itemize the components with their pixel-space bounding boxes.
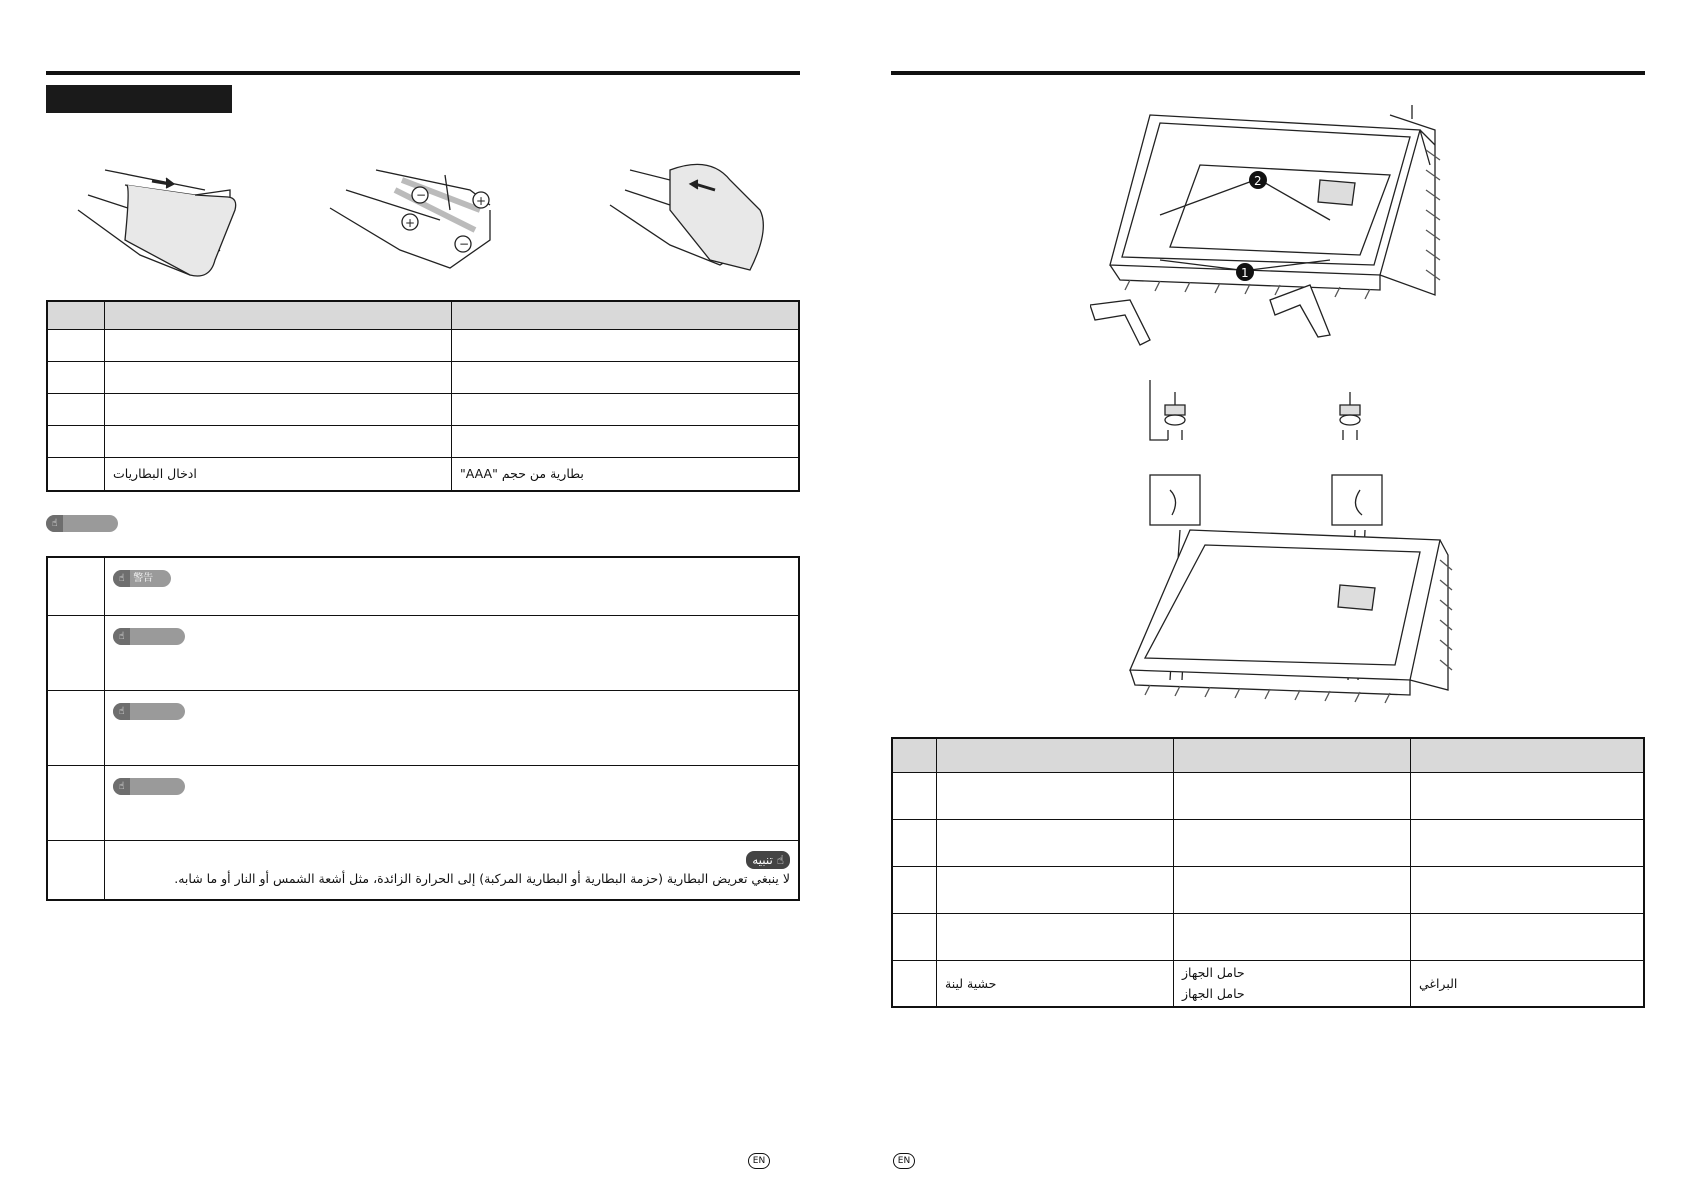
note-badge bbox=[113, 703, 185, 720]
row-cell bbox=[937, 772, 1174, 819]
row-cell bbox=[1411, 772, 1645, 819]
table-row bbox=[47, 393, 799, 425]
row-cell bbox=[105, 361, 452, 393]
row-number bbox=[892, 913, 937, 960]
row-number bbox=[47, 840, 105, 900]
row-number bbox=[47, 615, 105, 690]
note-cell bbox=[105, 615, 800, 690]
tv-stand-attach-illustration bbox=[1110, 380, 1455, 710]
row-number bbox=[892, 866, 937, 913]
row-cell bbox=[937, 819, 1174, 866]
battery-size-cell bbox=[452, 457, 800, 491]
row-cell bbox=[1411, 913, 1645, 960]
row-cell bbox=[1174, 866, 1411, 913]
parts-table bbox=[891, 737, 1645, 1008]
stand-text: حامل الجهاز bbox=[1182, 965, 1245, 981]
hand-icon: ☝ bbox=[113, 570, 130, 587]
note-cell bbox=[105, 690, 800, 765]
caution-text: لا ينبغي تعريض البطارية (حزمة البطارية أو البطارية المركبة) إلى الحرارة الزائدة، مثل أشعة الشمس أو النار أو ما شابه. bbox=[174, 870, 790, 886]
insert-batteries-text: ادخال البطاريات bbox=[113, 466, 197, 482]
table-row bbox=[47, 425, 799, 457]
svg-text:−: − bbox=[416, 188, 427, 202]
table-row bbox=[47, 615, 799, 690]
row-number bbox=[47, 557, 105, 615]
hand-icon: ☝ bbox=[113, 778, 130, 795]
table-row bbox=[892, 913, 1644, 960]
table-header-cell bbox=[892, 738, 937, 772]
note-cell bbox=[105, 765, 800, 840]
battery-table bbox=[46, 300, 800, 492]
row-number bbox=[47, 329, 105, 361]
table-row bbox=[47, 361, 799, 393]
row-cell bbox=[1174, 913, 1411, 960]
row-number bbox=[47, 425, 105, 457]
caution-badge bbox=[746, 851, 790, 869]
hand-icon: ☝ bbox=[46, 515, 63, 532]
hand-icon: ☝ bbox=[113, 628, 130, 645]
screws-text: البراغي bbox=[1419, 975, 1458, 991]
remote-batteries-illustration bbox=[330, 170, 490, 268]
table-header-cell bbox=[105, 301, 452, 329]
row-number bbox=[892, 819, 937, 866]
table-row bbox=[892, 960, 1644, 1007]
remote-cover-close-illustration bbox=[610, 164, 763, 270]
row-cell bbox=[105, 393, 452, 425]
table-row bbox=[892, 772, 1644, 819]
warning-cell bbox=[105, 557, 800, 615]
row-cell bbox=[1174, 772, 1411, 819]
table-row bbox=[892, 866, 1644, 913]
warning-label: 警告 bbox=[133, 573, 154, 584]
svg-text:+: + bbox=[476, 194, 487, 208]
row-cell bbox=[105, 329, 452, 361]
row-number bbox=[47, 765, 105, 840]
row-number bbox=[892, 960, 937, 1007]
screws-cell bbox=[1411, 960, 1645, 1007]
battery-size-text: بطارية من حجم "AAA" bbox=[460, 466, 584, 482]
row-cell bbox=[937, 913, 1174, 960]
table-header-cell bbox=[452, 301, 800, 329]
note-badge bbox=[113, 778, 185, 795]
remote-cover-open-illustration bbox=[78, 170, 236, 276]
hand-icon: ☝ bbox=[776, 852, 784, 867]
stand-text: حامل الجهاز bbox=[1182, 986, 1245, 1002]
warning-badge bbox=[113, 570, 171, 587]
row-number bbox=[47, 690, 105, 765]
left-top-rule bbox=[46, 71, 800, 75]
note-badge bbox=[46, 511, 118, 532]
soft-cushion-text: حشية لينة bbox=[945, 975, 997, 991]
table-row bbox=[47, 690, 799, 765]
svg-text:−: − bbox=[459, 237, 470, 251]
row-cell bbox=[937, 866, 1174, 913]
table-header-cell bbox=[47, 301, 105, 329]
row-cell bbox=[452, 425, 800, 457]
table-header-cell bbox=[1411, 738, 1645, 772]
table-row bbox=[892, 819, 1644, 866]
page-language-badge-left: EN bbox=[748, 1153, 770, 1169]
table-row bbox=[47, 765, 799, 840]
right-top-rule bbox=[891, 71, 1645, 75]
row-number bbox=[47, 361, 105, 393]
row-cell bbox=[105, 425, 452, 457]
table-row bbox=[47, 329, 799, 361]
remote-illustrations bbox=[70, 150, 790, 290]
row-cell bbox=[1411, 819, 1645, 866]
left-section-title-bar bbox=[46, 85, 232, 113]
table-header-cell bbox=[1174, 738, 1411, 772]
row-cell bbox=[452, 361, 800, 393]
table-header-cell bbox=[937, 738, 1174, 772]
row-cell bbox=[452, 393, 800, 425]
table-row bbox=[47, 557, 799, 615]
insert-batteries-cell bbox=[105, 457, 452, 491]
note-badge bbox=[113, 628, 185, 645]
svg-text:+: + bbox=[405, 216, 416, 230]
soft-cushion-cell bbox=[937, 960, 1174, 1007]
row-cell bbox=[1174, 819, 1411, 866]
table-row bbox=[47, 457, 799, 491]
table-row bbox=[47, 840, 799, 900]
row-cell bbox=[1411, 866, 1645, 913]
notes-table bbox=[46, 556, 800, 901]
callout-2-label: 2 bbox=[1254, 174, 1262, 188]
row-cell bbox=[452, 329, 800, 361]
hand-icon: ☝ bbox=[113, 703, 130, 720]
stand-cell bbox=[1174, 960, 1411, 1007]
row-number bbox=[892, 772, 937, 819]
caution-cell bbox=[105, 840, 800, 900]
row-number bbox=[47, 457, 105, 491]
callout-1-label: 1 bbox=[1241, 266, 1249, 280]
tv-stand-removal-illustration bbox=[1090, 105, 1450, 355]
row-number bbox=[47, 393, 105, 425]
page-language-badge-right: EN bbox=[893, 1153, 915, 1169]
caution-title: تنبيه bbox=[752, 852, 773, 867]
